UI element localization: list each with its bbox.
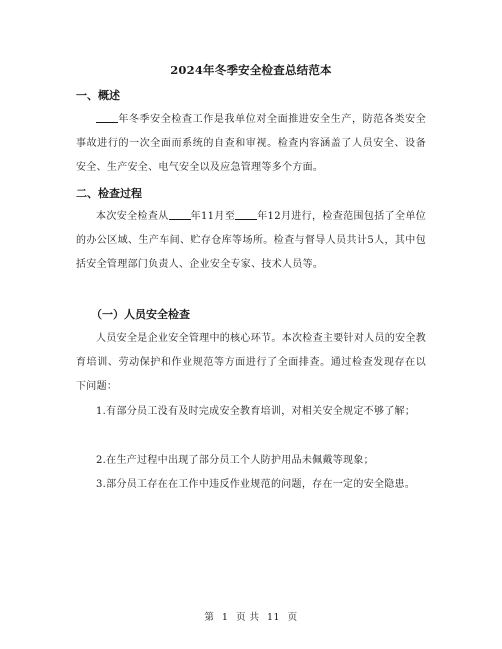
document-title: 2024年冬季安全检查总结范本 (170, 63, 332, 77)
process-text-a: 本次安全检查从 (96, 211, 169, 222)
total-pages: 11 (267, 612, 281, 623)
process-text-b: 年11月至 (190, 211, 236, 222)
footer-suffix: 页 (287, 612, 298, 623)
process-paragraph (76, 205, 426, 278)
blank-line (169, 209, 191, 220)
list-item: 3.部分员工存在在工作中违反作业规范的问题，存在一定的安全隐患。 (96, 479, 416, 490)
process-text-c: 年12月进行，检查范围包括了全单位的办公区域、生产车间、贮存仓库等场所。检查与督导人员共计5人，其中包括安全管理部门负责人、企业安全专家、技术人员等。 (76, 211, 426, 271)
overview-paragraph (76, 108, 426, 181)
blank-line (96, 112, 118, 123)
overview-text: 年冬季安全检查工作是我单位对全面推进安全生产，防范各类安全事故进行的一次全面而系统的自查和审视。检查内容涵盖了人员安全、设备安全、生产安全、电气安全以及应急管理等多个方面。 (76, 114, 426, 174)
personnel-paragraph: 人员安全是企业安全管理中的核心环节。本次检查主要针对人员的安全教育培训、劳动保护和作业规范等方面进行了全面排查。通过检查发现存在以下问题： (76, 333, 426, 393)
list-item: 1.有部分员工没有及时完成安全教育培训，对相关安全规定不够了解； (96, 406, 416, 417)
list-item: 2.在生产过程中出现了部分员工个人防护用品未佩戴等现象； (96, 455, 374, 466)
page-footer (0, 609, 502, 623)
page-number: 1 (221, 612, 229, 623)
section-heading-process: 二、检查过程 (76, 187, 142, 200)
section-heading-overview: 一、概述 (76, 89, 120, 102)
blank-line (235, 209, 257, 220)
footer-prefix: 第 (204, 612, 215, 623)
subsection-heading-personnel: （一）人员安全检查 (91, 308, 190, 321)
footer-mid: 页 共 (235, 612, 260, 623)
